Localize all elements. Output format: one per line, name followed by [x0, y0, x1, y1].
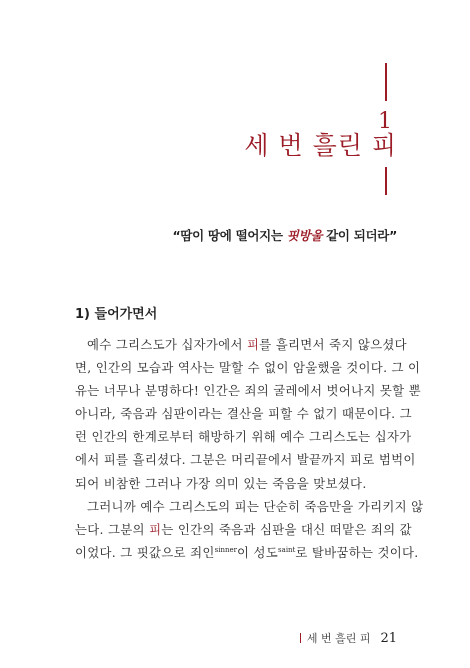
body-text-span: 는다. 그분의 [75, 521, 150, 537]
gloss-saint: saint [278, 545, 296, 554]
body-line: 그러니까 예수 그리스도의 피는 단순히 죽음만을 가리키지 않 [87, 498, 424, 514]
body-text [75, 333, 424, 564]
body-line: 되어 비참한 그러나 가장 의미 있는 죽음을 맞보셨다. [75, 475, 367, 491]
body-line [75, 518, 412, 541]
body-text-span: 를 흘리면서 죽지 않으셨다 [259, 337, 407, 352]
epigraph-text-after: 같이 되더라” [322, 228, 397, 243]
blood-emphasis: 피 [149, 521, 162, 537]
running-title: 세 번 흘린 피 [306, 632, 371, 645]
chapter-rule-bottom [385, 167, 387, 195]
section-heading: 1) 들어가면서 [75, 307, 158, 322]
body-line [75, 541, 419, 564]
epigraph-highlight: 핏방울 [286, 228, 323, 243]
chapter-rule-top [385, 63, 387, 101]
body-text-span: 이었다. 그 핏값으로 죄인 [75, 544, 215, 560]
gloss-sinner: sinner [214, 545, 237, 554]
body-text-span: 로 탈바꿈하는 것이다. [295, 544, 419, 560]
chapter-number: 1 [378, 109, 392, 134]
body-line: 유는 너무나 분명하다! 인간은 죄의 굴레에서 벗어나지 못할 뿐 [75, 383, 421, 399]
body-line: 런 인간의 한계로부터 해방하기 위해 예수 그리스도는 십자가 [75, 429, 412, 445]
body-line: 아니라, 죽음과 심판이라는 결산을 피할 수 없기 때문이다. 그 [75, 406, 412, 422]
chapter-title: 세 번 흘린 피 [244, 131, 397, 160]
footer-divider [300, 633, 301, 643]
body-line: 면, 인간의 모습과 역사는 말할 수 없이 암울했을 것이다. 그 이 [75, 360, 421, 376]
body-text-span: 는 인간의 죽음과 심판을 대신 떠맡은 죄의 값 [161, 521, 412, 537]
page-number: 21 [380, 631, 397, 646]
body-line [75, 333, 407, 356]
body-text-span: 이 성도 [237, 544, 279, 560]
epigraph [172, 226, 397, 244]
epigraph-text-before: “땀이 땅에 떨어지는 [172, 228, 287, 243]
blood-emphasis: 피 [246, 337, 260, 352]
body-line: 에서 피를 흘리셨다. 그분은 머리끝에서 발끝까지 피로 범벅이 [75, 452, 416, 468]
body-text-span: 예수 그리스도가 십자가에서 [87, 337, 247, 352]
page-footer [300, 630, 397, 646]
